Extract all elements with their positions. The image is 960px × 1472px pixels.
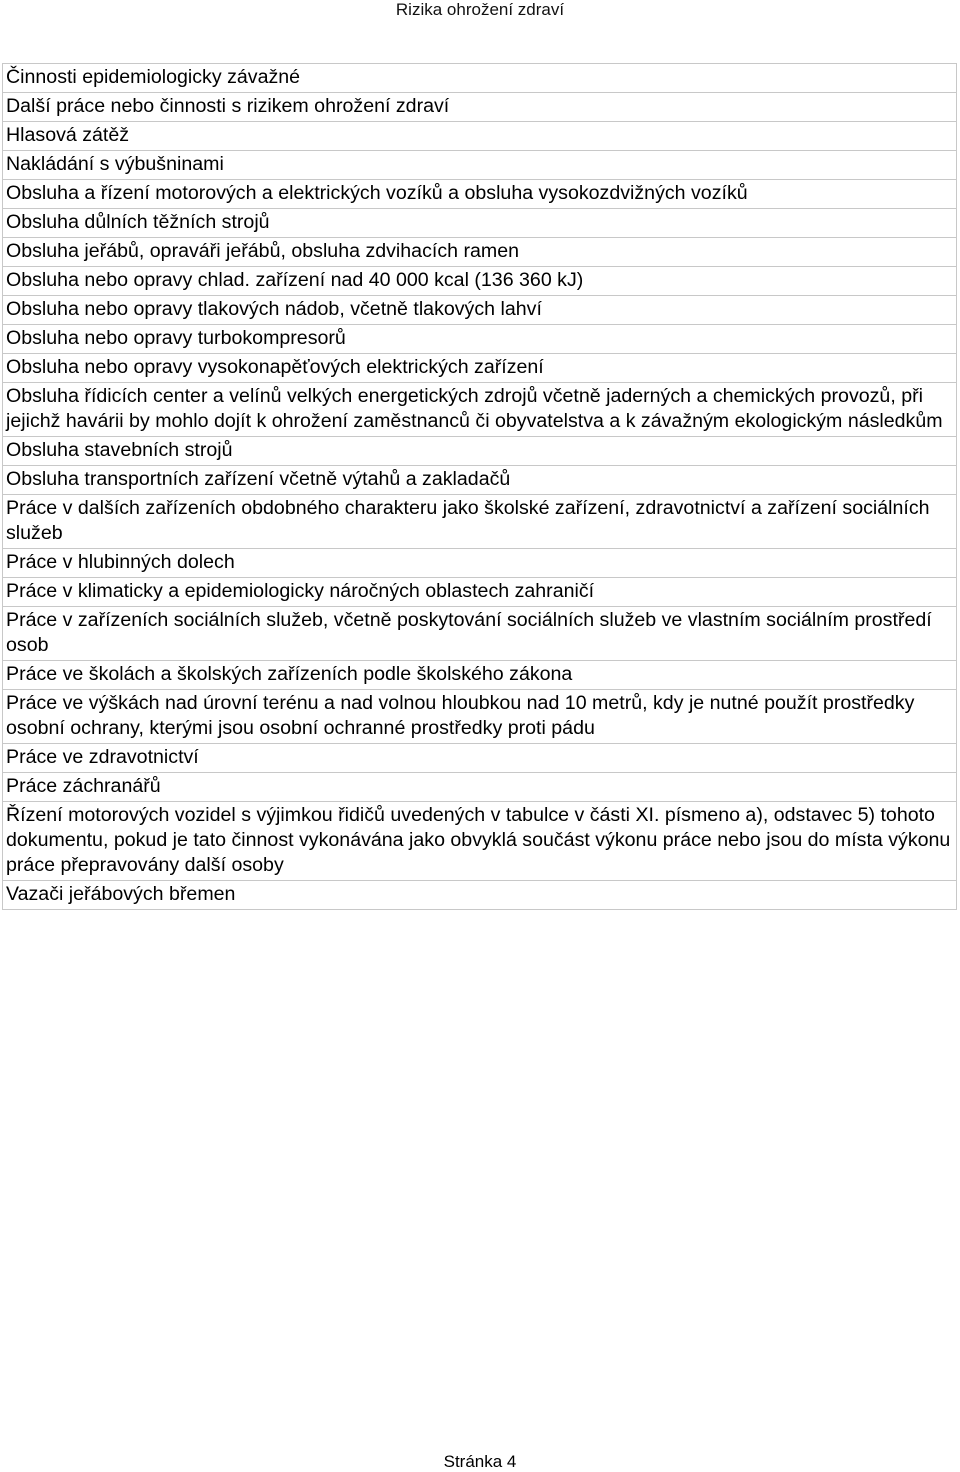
page-number: Stránka 4 — [443, 1452, 517, 1471]
table-row — [3, 549, 957, 578]
table-cell: Práce v zařízeních sociálních služeb, včetně poskytování sociálních služeb ve vlastním sociálním prostředí osob — [3, 607, 957, 661]
table-cell: Obsluha nebo opravy vysokonapěťových elektrických zařízení — [3, 354, 957, 383]
table-row — [3, 495, 957, 549]
table-cell: Hlasová zátěž — [3, 122, 957, 151]
table-row — [3, 802, 957, 881]
table-row — [3, 238, 957, 267]
table-row — [3, 773, 957, 802]
table-cell: Obsluha nebo opravy tlakových nádob, včetně tlakových lahví — [3, 296, 957, 325]
table-row — [3, 267, 957, 296]
table-row — [3, 437, 957, 466]
table-cell: Práce v hlubinných dolech — [3, 549, 957, 578]
table-row — [3, 93, 957, 122]
table-row — [3, 690, 957, 744]
table-cell: Práce v dalších zařízeních obdobného charakteru jako školské zařízení, zdravotnictví a zařízení sociálních služeb — [3, 495, 957, 549]
table-row — [3, 607, 957, 661]
table-cell: Činnosti epidemiologicky závažné — [3, 64, 957, 93]
table-row — [3, 209, 957, 238]
risk-list-table — [2, 63, 957, 910]
table-row — [3, 296, 957, 325]
table-cell: Práce ve školách a školských zařízeních podle školského zákona — [3, 661, 957, 690]
table-cell: Vazači jeřábových břemen — [3, 881, 957, 910]
table-cell: Obsluha nebo opravy chlad. zařízení nad 40 000 kcal (136 360 kJ) — [3, 267, 957, 296]
table-row — [3, 744, 957, 773]
table-cell: Obsluha důlních těžních strojů — [3, 209, 957, 238]
table-row — [3, 383, 957, 437]
table-cell: Práce v klimaticky a epidemiologicky náročných oblastech zahraničí — [3, 578, 957, 607]
page-header: Rizika ohrožení zdraví — [395, 0, 565, 19]
table-row — [3, 151, 957, 180]
table-row — [3, 122, 957, 151]
table-row — [3, 180, 957, 209]
table-row — [3, 881, 957, 910]
table-cell: Práce ve zdravotnictví — [3, 744, 957, 773]
table-cell: Obsluha řídicích center a velínů velkých energetických zdrojů včetně jaderných a chemických provozů, při jejichž havárii by mohlo dojít k ohrožení zaměstnanců či obyvatelstva a k závažným ekologickým následkům — [3, 383, 957, 437]
table-cell: Nakládání s výbušninami — [3, 151, 957, 180]
table-cell: Řízení motorových vozidel s výjimkou řidičů uvedených v tabulce v části XI. písmeno a), odstavec 5) tohoto dokumentu, pokud je tato činnost vykonávána jako obvyklá součást výkonu práce nebo jsou do místa výkonu práce přepravovány další osoby — [3, 802, 957, 881]
table-cell: Další práce nebo činnosti s rizikem ohrožení zdraví — [3, 93, 957, 122]
table-cell: Obsluha transportních zařízení včetně výtahů a zakladačů — [3, 466, 957, 495]
table-cell: Práce ve výškách nad úrovní terénu a nad volnou hloubkou nad 10 metrů, kdy je nutné použít prostředky osobní ochrany, kterými jsou osobní ochranné prostředky proti pádu — [3, 690, 957, 744]
table-row — [3, 325, 957, 354]
table-row — [3, 64, 957, 93]
table-row — [3, 578, 957, 607]
table-cell: Obsluha nebo opravy turbokompresorů — [3, 325, 957, 354]
table-cell: Obsluha a řízení motorových a elektrických vozíků a obsluha vysokozdvižných vozíků — [3, 180, 957, 209]
table-row — [3, 661, 957, 690]
table-cell: Obsluha jeřábů, opraváři jeřábů, obsluha zdvihacích ramen — [3, 238, 957, 267]
table-cell: Práce záchranářů — [3, 773, 957, 802]
table-row — [3, 466, 957, 495]
table-row — [3, 354, 957, 383]
table-cell: Obsluha stavebních strojů — [3, 437, 957, 466]
